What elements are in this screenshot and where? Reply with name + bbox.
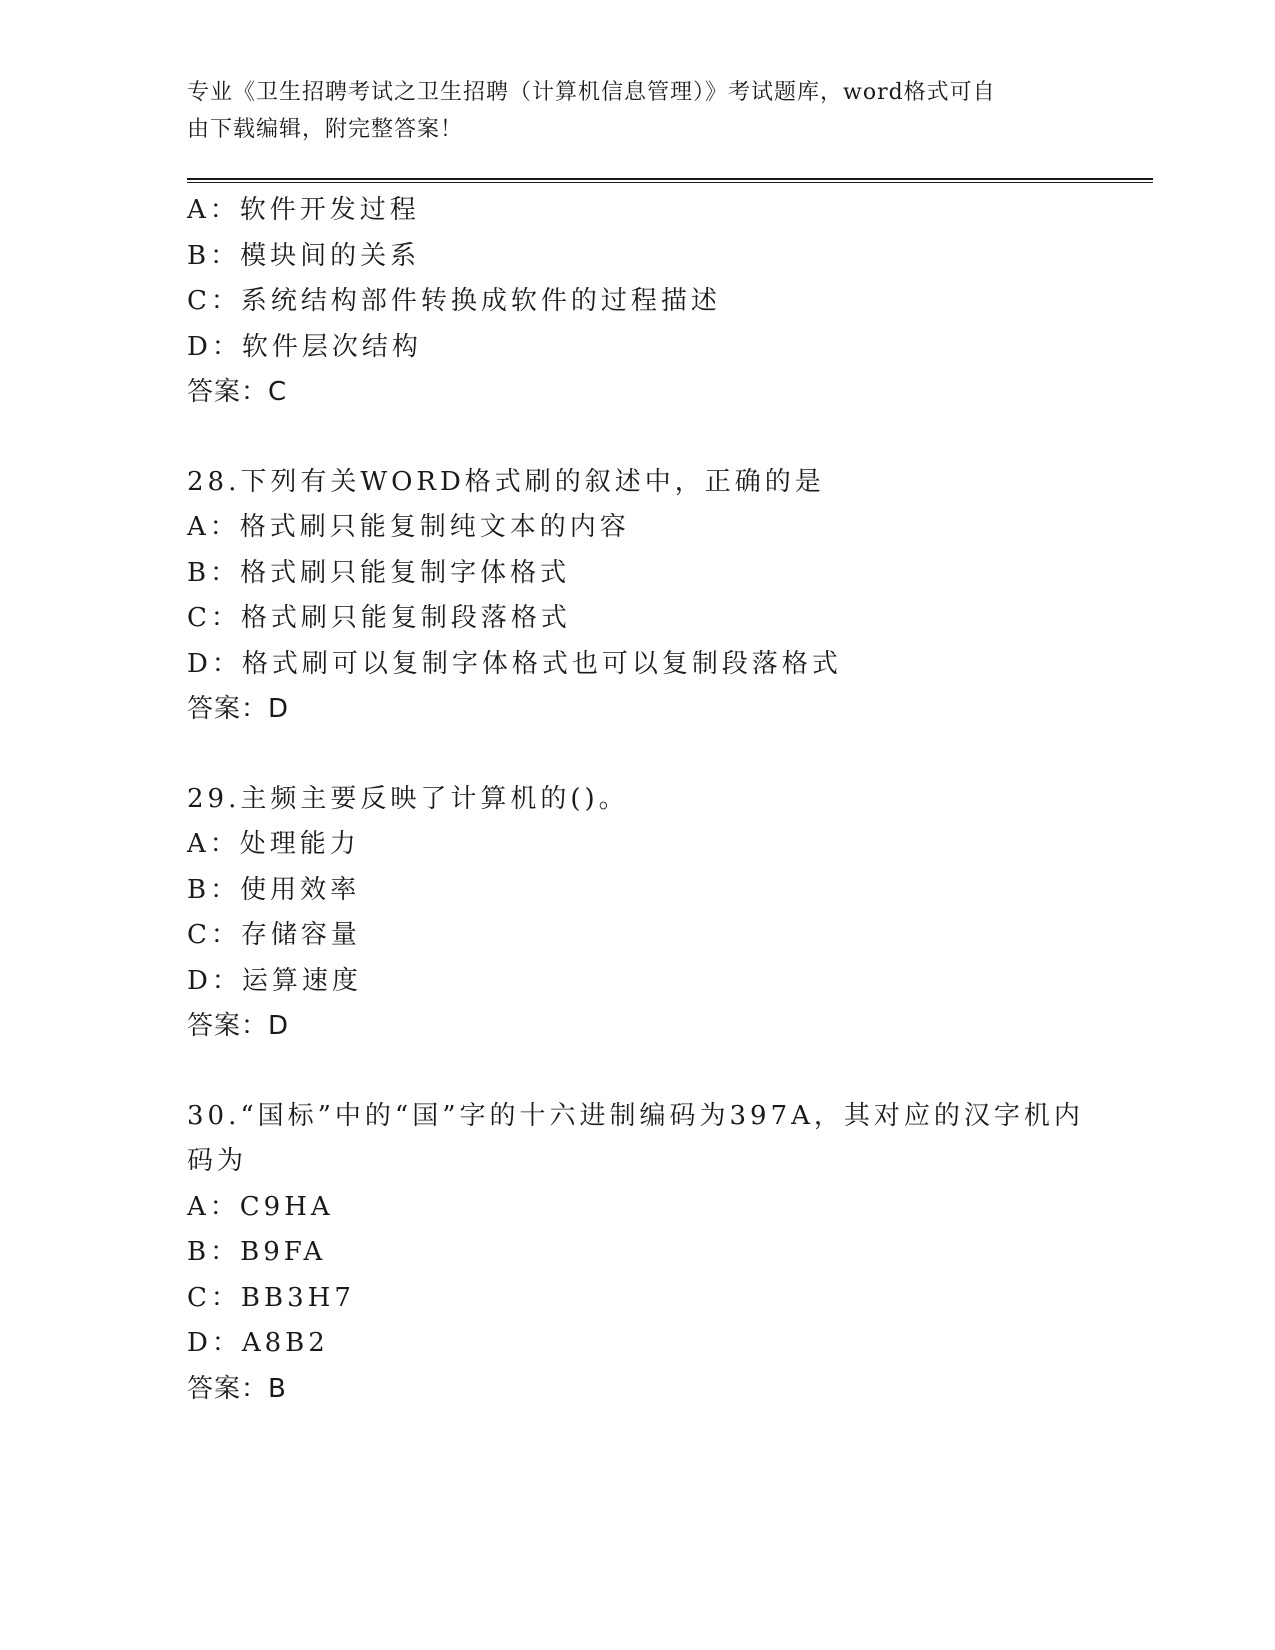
option-b: B：B9FA <box>187 1237 327 1267</box>
option-d: D：格式刷可以复制字体格式也可以复制段落格式 <box>187 648 842 679</box>
answer-line: 答案：D <box>187 694 290 724</box>
answer-line: 答案：B <box>187 1373 287 1404</box>
option-c: C：BB3H7 <box>187 1282 355 1313</box>
question-stem: 28.下列有关WORD格式刷的叙述中，正确的是 <box>187 466 825 497</box>
option-b: B：模块间的关系 <box>187 240 421 271</box>
header-intro-line-1: 专业《卫生招聘考试之卫生招聘（计算机信息管理）》考试题库，word格式可自 <box>187 80 996 105</box>
document-header <box>187 74 1087 148</box>
header-intro-line-2: 由下载编辑，附完整答案！ <box>187 117 464 142</box>
option-a: A：C9HA <box>187 1191 334 1222</box>
option-b: B：格式刷只能复制字体格式 <box>187 557 571 588</box>
question-stem: 29.主频主要反映了计算机的()。 <box>187 783 629 814</box>
question-stem-line-1: 30.“国标”中的“国”字的十六进制编码为397A，其对应的汉字机内 <box>187 1100 1084 1131</box>
answer-line: 答案：C <box>187 377 288 407</box>
option-d: D：A8B2 <box>187 1328 329 1358</box>
option-c: C：格式刷只能复制段落格式 <box>187 603 571 633</box>
option-a: A：软件开发过程 <box>187 195 420 225</box>
option-b: B：使用效率 <box>187 874 361 905</box>
option-c: C：系统结构部件转换成软件的过程描述 <box>187 286 721 316</box>
question-list <box>187 188 1117 1412</box>
answer-line: 答案：D <box>187 1011 290 1041</box>
question-stem-line-2: 码为 <box>187 1146 248 1176</box>
question-27-block <box>187 188 1117 416</box>
header-divider <box>187 178 1153 183</box>
question-28-block <box>187 460 1117 733</box>
option-a: A：格式刷只能复制纯文本的内容 <box>187 512 630 542</box>
option-d: D：运算速度 <box>187 965 362 996</box>
option-c: C：存储容量 <box>187 920 361 950</box>
question-29-block <box>187 777 1117 1050</box>
option-a: A：处理能力 <box>187 829 360 859</box>
question-30-block <box>187 1094 1117 1413</box>
option-d: D：软件层次结构 <box>187 331 422 362</box>
